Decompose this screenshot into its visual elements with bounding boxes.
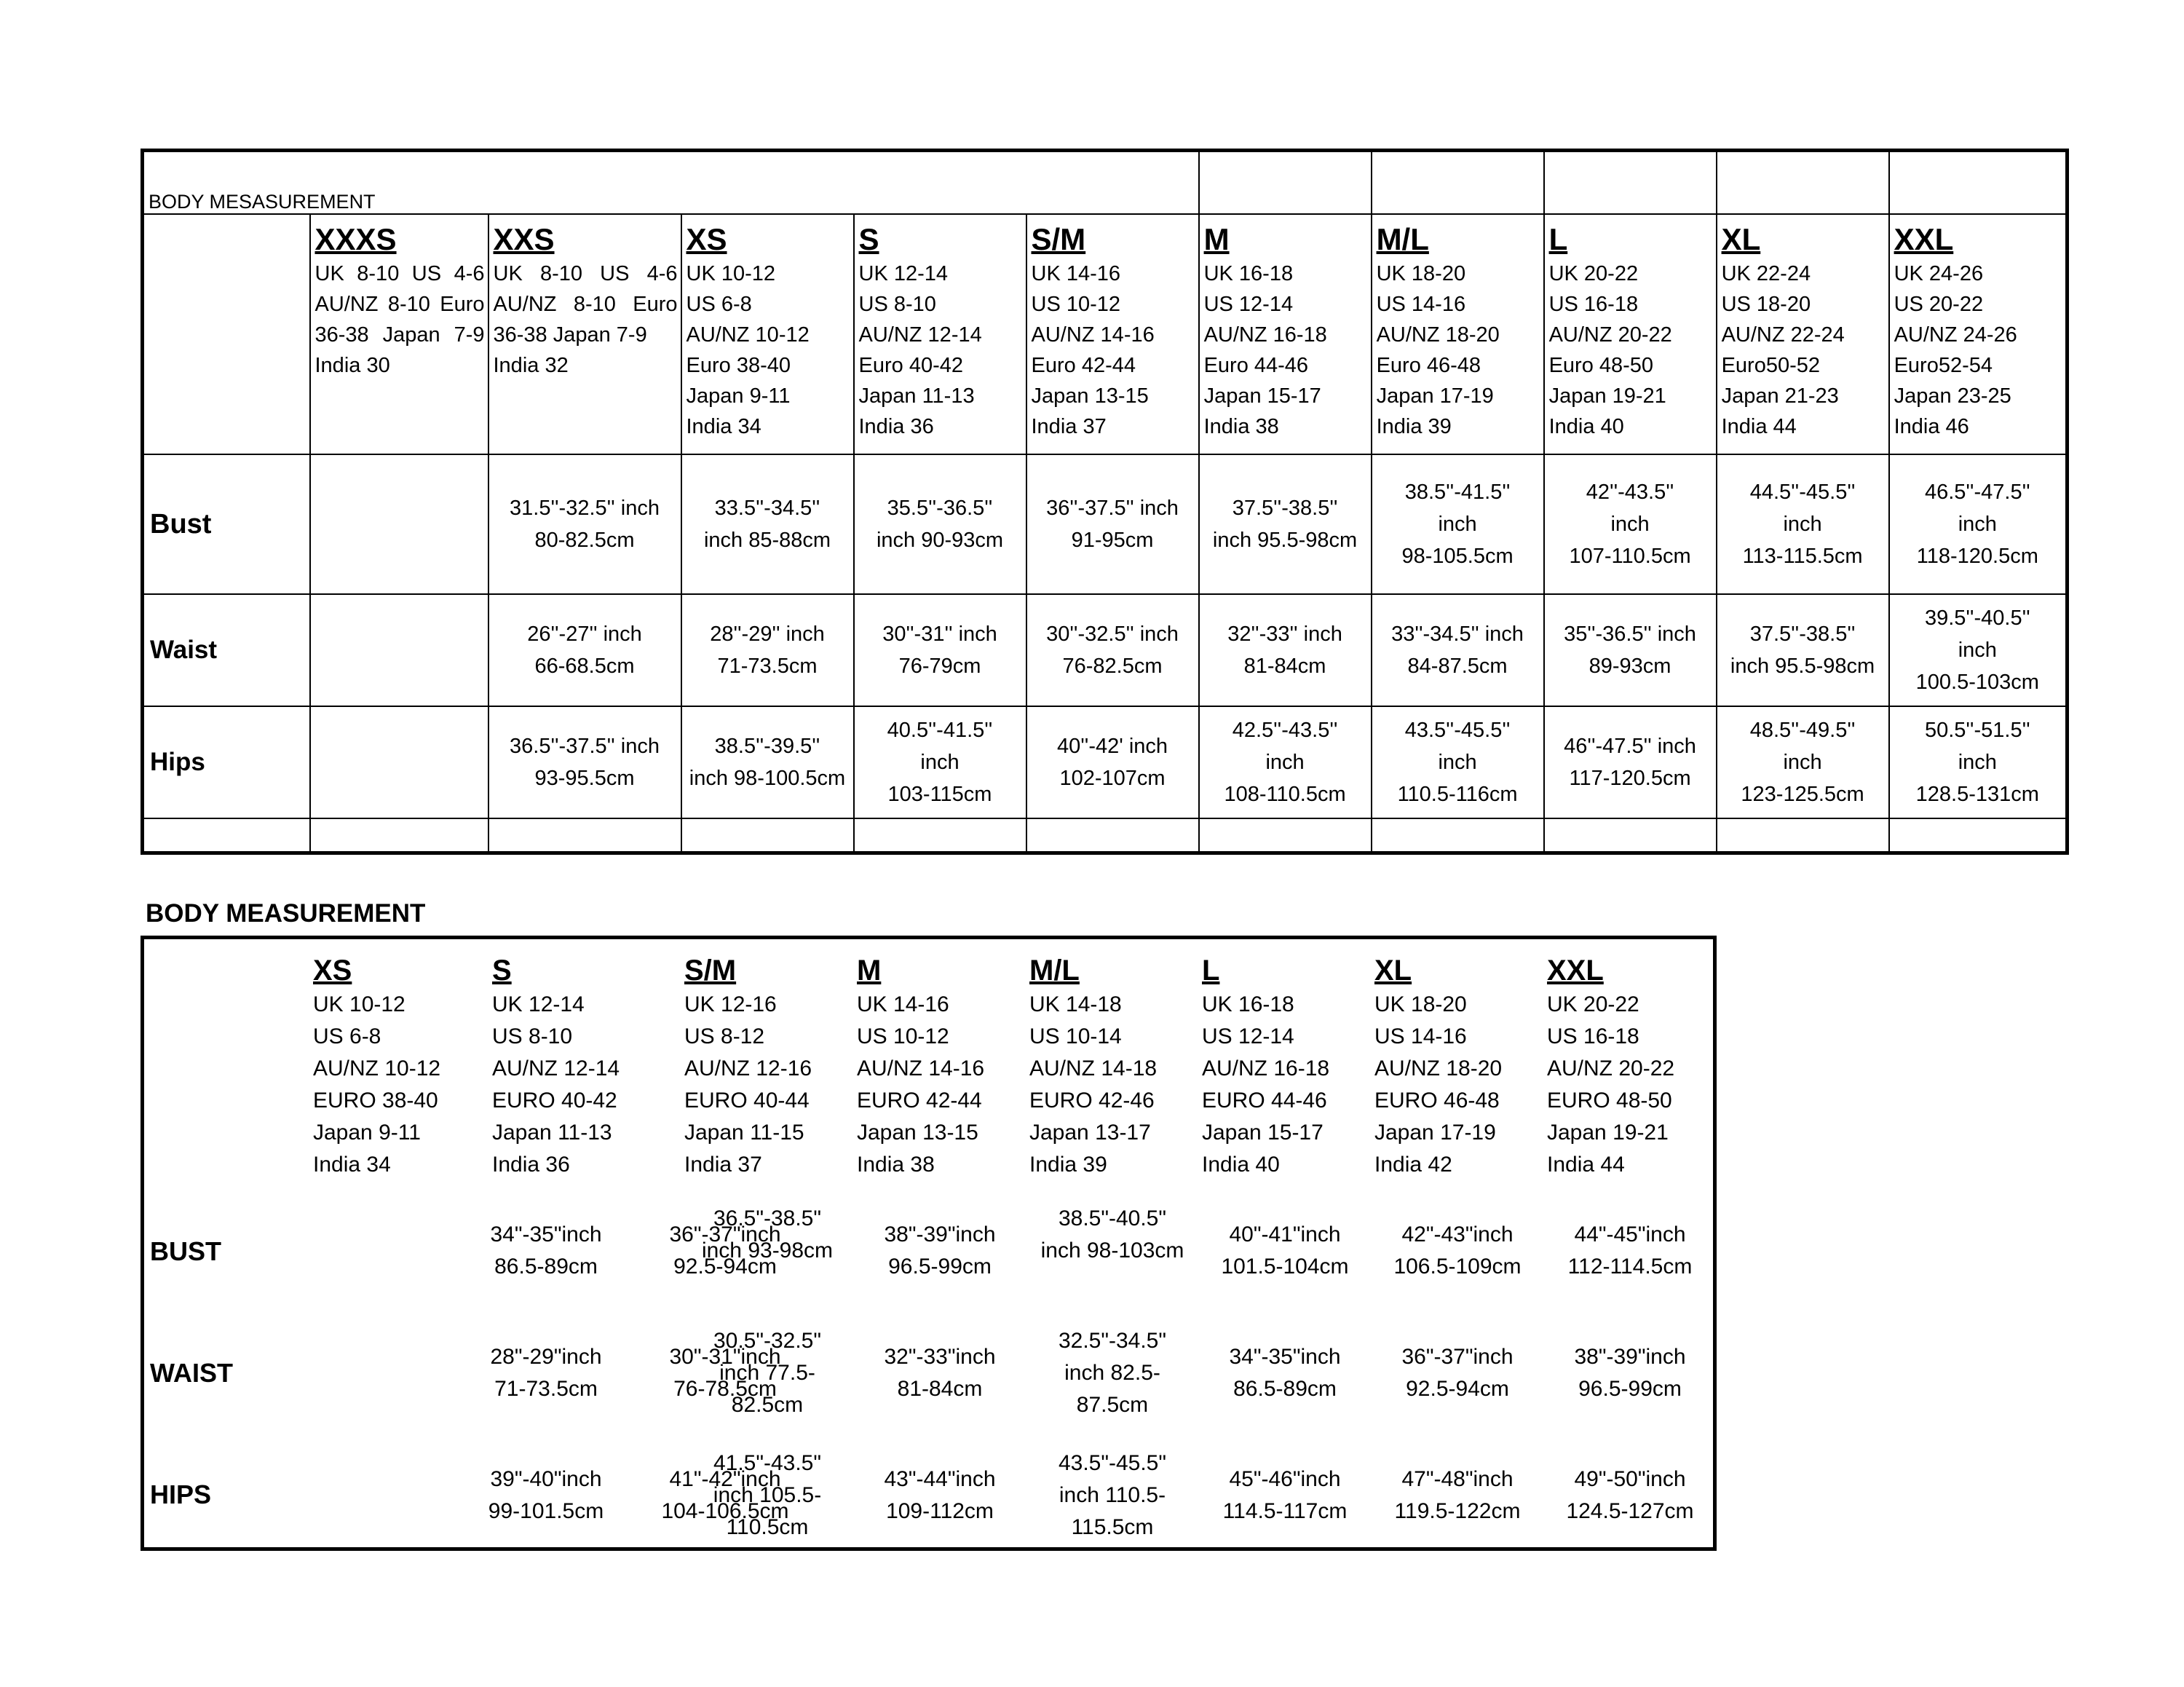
size-conversions: UK 12-16 US 8-12 AU/NZ 12-16 EURO 40-44 Japan 11-15 India 37 — [684, 992, 812, 1177]
size-name: M — [857, 955, 882, 987]
measurement-cell: 30''-32.5'' inch 76-82.5cm — [1026, 594, 1199, 706]
row-label-waist: Waist — [143, 594, 310, 706]
measurement-cell: 39"-40"inch 99-101.5cm — [488, 1467, 604, 1523]
measurement-cell: 28''-29'' inch 71-73.5cm — [681, 594, 854, 706]
table1-bust-row — [143, 454, 2068, 594]
size-header-cell — [1199, 214, 1372, 454]
size-header-cell — [854, 214, 1026, 454]
measurement-cell: 49"-50"inch 124.5-127cm — [1566, 1467, 1694, 1523]
size-name: XXL — [1894, 222, 1954, 256]
measurement-cell: 47"-48"inch 119.5-122cm — [1394, 1467, 1521, 1523]
size-conversions: UK 14-16 US 10-12 AU/NZ 14-16 EURO 42-44 Japan 13-15 India 38 — [857, 992, 985, 1177]
size-conversions: UK 16-18 US 12-14 AU/NZ 16-18 Euro 44-46 Japan 15-17 India 38 — [1203, 262, 1327, 438]
measurement-cell: 46''-47.5'' inch 117-120.5cm — [1544, 706, 1717, 818]
measurement-cell: 33.5''-34.5'' inch 85-88cm — [681, 454, 854, 594]
size-header-cell — [1889, 214, 2068, 454]
measurement-cell: 37.5''-38.5'' inch 95.5-98cm — [1717, 594, 1889, 706]
size-header-cell — [488, 214, 681, 454]
size-header-cell — [310, 214, 488, 454]
measurement-cell — [310, 594, 488, 706]
measurement-cell: 35.5''-36.5'' inch 90-93cm — [854, 454, 1026, 594]
size-conversions: UK 18-20 US 14-16 AU/NZ 18-20 EURO 46-48 Japan 17-19 India 42 — [1374, 992, 1503, 1177]
measurement-cell: 36''-37.5'' inch 91-95cm — [1026, 454, 1199, 594]
size-conversions: UK 20-22 US 16-18 AU/NZ 20-22 Euro 48-50 Japan 19-21 India 40 — [1548, 262, 1672, 438]
size-conversions: UK 14-18 US 10-14 AU/NZ 14-18 EURO 42-46 Japan 13-17 India 39 — [1029, 992, 1158, 1177]
row-label-hips: Hips — [143, 706, 310, 818]
size-conversions: UK 12-14 US 8-10 AU/NZ 12-14 EURO 40-42 Japan 11-13 India 36 — [492, 992, 620, 1177]
size-name: L — [1548, 222, 1568, 256]
measurement-cell: 36"-37"inch 92.5-94cm — [669, 1222, 781, 1279]
measurement-cell: 42''-43.5'' inch 107-110.5cm — [1544, 454, 1717, 594]
size-name: S/M — [1031, 222, 1086, 256]
size-conversions: UK 8-10 US 4-6 AU/NZ 8-10 Euro 36-38 Japan 7-9 India 30 — [314, 262, 485, 377]
measurement-cell: 43"-44"inch 109-112cm — [884, 1467, 996, 1523]
measurement-cell: 42"-43"inch 106.5-109cm — [1393, 1222, 1522, 1279]
measurement-cell: 41.5"-43.5" inch 105.5-110.5cm — [713, 1451, 822, 1539]
measurement-cell: 40"-41"inch 101.5-104cm — [1221, 1222, 1349, 1279]
measurement-cell: 48.5''-49.5'' inch 123-125.5cm — [1717, 706, 1889, 818]
measurement-cell: 28"-29"inch 71-73.5cm — [490, 1345, 602, 1401]
size-name: M — [1203, 222, 1230, 256]
size-column — [1029, 952, 1195, 1181]
size-conversions: UK 18-20 US 14-16 AU/NZ 18-20 Euro 46-48 Japan 17-19 India 39 — [1376, 262, 1500, 438]
size-conversions: UK 10-12 US 6-8 AU/NZ 10-12 EURO 38-40 Japan 9-11 India 34 — [313, 992, 441, 1177]
table1-title: BODY MESASUREMENT — [143, 151, 1199, 215]
size-name: S — [858, 222, 879, 256]
measurement-cell: 45"-46"inch 114.5-117cm — [1222, 1467, 1348, 1523]
measurement-cell: 36"-37"inch 92.5-94cm — [1401, 1345, 1514, 1401]
measurement-cell: 43.5''-45.5'' inch 110.5-116cm — [1372, 706, 1544, 818]
measurement-cell: 50.5''-51.5'' inch 128.5-131cm — [1889, 706, 2068, 818]
size-column — [313, 952, 479, 1181]
table1-empty-row — [143, 818, 2068, 853]
measurement-cell: 32''-33'' inch 81-84cm — [1199, 594, 1372, 706]
measurement-cell: 34"-35"inch 86.5-89cm — [490, 1222, 602, 1279]
measurement-cell: 30"-31"inch 76-78.5cm — [669, 1345, 781, 1401]
size-column — [1547, 952, 1713, 1181]
measurement-cell: 31.5''-32.5'' inch 80-82.5cm — [488, 454, 681, 594]
measurement-cell: 46.5''-47.5'' inch 118-120.5cm — [1889, 454, 2068, 594]
measurement-cell: 40.5''-41.5'' inch 103-115cm — [854, 706, 1026, 818]
size-header-cell — [1717, 214, 1889, 454]
size-column — [857, 952, 1023, 1181]
measurement-cell: 38"-39"inch 96.5-99cm — [1574, 1345, 1686, 1401]
table1-waist-row — [143, 594, 2068, 706]
row-label-waist: WAIST — [150, 1358, 233, 1388]
measurement-cell: 39.5''-40.5'' inch 100.5-103cm — [1889, 594, 2068, 706]
measurement-cell — [310, 454, 488, 594]
size-name: XS — [686, 222, 727, 256]
measurement-cell: 36.5''-37.5'' inch 93-95.5cm — [488, 706, 681, 818]
measurement-cell: 36.5"-38.5" inch 93-98cm — [701, 1206, 834, 1263]
size-header-cell — [1026, 214, 1199, 454]
size-name: L — [1202, 955, 1220, 987]
measurement-cell: 34"-35"inch 86.5-89cm — [1229, 1345, 1341, 1401]
size-chart-table-1 — [141, 149, 2069, 855]
size-header-cell — [1372, 214, 1544, 454]
measurement-cell: 26''-27'' inch 66-68.5cm — [488, 594, 681, 706]
table1-hips-row — [143, 706, 2068, 818]
size-name: XXL — [1547, 955, 1604, 987]
size-conversions: UK 20-22 US 16-18 AU/NZ 20-22 EURO 48-50 Japan 19-21 India 44 — [1547, 992, 1675, 1177]
measurement-cell: 33''-34.5'' inch 84-87.5cm — [1372, 594, 1544, 706]
table2-title: BODY MEASUREMENT — [146, 899, 426, 928]
size-header-cell — [1544, 214, 1717, 454]
size-conversions: UK 10-12 US 6-8 AU/NZ 10-12 Euro 38-40 Japan 9-11 India 34 — [686, 262, 810, 438]
size-conversions: UK 16-18 US 12-14 AU/NZ 16-18 EURO 44-46 Japan 15-17 India 40 — [1202, 992, 1330, 1177]
measurement-cell: 42.5''-43.5'' inch 108-110.5cm — [1199, 706, 1372, 818]
measurement-cell: 32.5"-34.5" inch 82.5-87.5cm — [1058, 1329, 1167, 1417]
size-conversions: UK 14-16 US 10-12 AU/NZ 14-16 Euro 42-44 Japan 13-15 India 37 — [1031, 262, 1155, 438]
size-column — [1374, 952, 1540, 1181]
size-conversions: UK 24-26 US 20-22 AU/NZ 24-26 Euro52-54 Japan 23-25 India 46 — [1894, 262, 2017, 438]
measurement-cell: 38.5"-40.5" inch 98-103cm — [1040, 1206, 1184, 1263]
size-name: S/M — [684, 955, 737, 987]
size-column — [492, 952, 658, 1181]
measurement-cell — [310, 706, 488, 818]
measurement-cell: 44"-45"inch 112-114.5cm — [1567, 1222, 1693, 1279]
size-name: S — [492, 955, 512, 987]
measurement-cell: 40''-42' inch 102-107cm — [1026, 706, 1199, 818]
size-chart-table-2 — [141, 936, 1717, 1551]
measurement-cell: 30''-31'' inch 76-79cm — [854, 594, 1026, 706]
size-conversions: UK 8-10 US 4-6 AU/NZ 8-10 Euro 36-38 Japan 7-9 India 32 — [493, 262, 678, 377]
size-conversions: UK 22-24 US 18-20 AU/NZ 22-24 Euro50-52 Japan 21-23 India 44 — [1721, 262, 1845, 438]
measurement-cell: 38.5''-39.5'' inch 98-100.5cm — [681, 706, 854, 818]
measurement-cell: 37.5''-38.5'' inch 95.5-98cm — [1199, 454, 1372, 594]
measurement-cell: 41"-42"inch 104-106.5cm — [661, 1467, 789, 1523]
measurement-cell: 43.5"-45.5" inch 110.5-115.5cm — [1058, 1451, 1167, 1539]
size-header-cell — [681, 214, 854, 454]
measurement-cell: 30.5"-32.5" inch 77.5-82.5cm — [713, 1329, 822, 1417]
measurement-cell: 44.5''-45.5'' inch 113-115.5cm — [1717, 454, 1889, 594]
row-label-bust: BUST — [150, 1236, 221, 1266]
measurement-cell: 35''-36.5'' inch 89-93cm — [1544, 594, 1717, 706]
size-conversions: UK 12-14 US 8-10 AU/NZ 12-14 Euro 40-42 Japan 11-13 India 36 — [858, 262, 982, 438]
row-label-bust: Bust — [143, 454, 310, 594]
size-name: M/L — [1029, 955, 1080, 987]
size-column — [684, 952, 850, 1181]
table1-size-header-row — [143, 214, 2068, 454]
measurement-cell: 38.5''-41.5'' inch 98-105.5cm — [1372, 454, 1544, 594]
size-name: XS — [313, 955, 352, 987]
size-name: XXS — [493, 222, 555, 256]
size-name: XL — [1374, 955, 1412, 987]
size-name: XL — [1721, 222, 1761, 256]
row-label-hips: HIPS — [150, 1479, 212, 1509]
measurement-cell: 38"-39"inch 96.5-99cm — [884, 1222, 996, 1279]
measurement-cell: 32"-33"inch 81-84cm — [884, 1345, 996, 1401]
size-name: XXXS — [314, 222, 397, 256]
size-column — [1202, 952, 1368, 1181]
size-name: M/L — [1376, 222, 1429, 256]
